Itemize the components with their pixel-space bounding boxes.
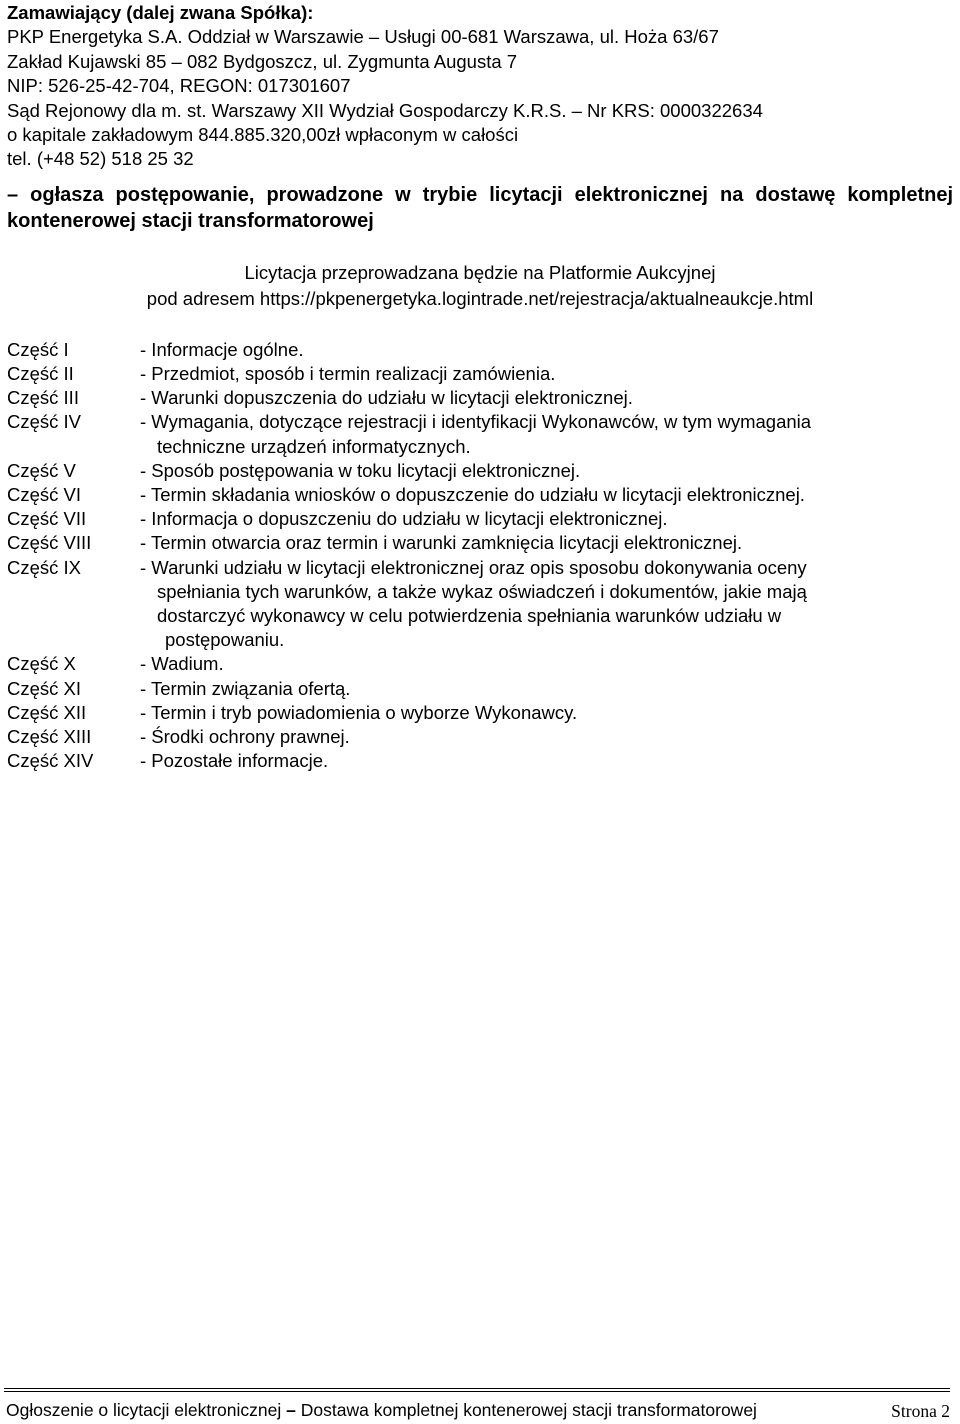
part-description <box>140 386 953 410</box>
document-page <box>7 0 953 774</box>
part-description-continuation: techniczne urządzeń informatycznych. <box>157 435 471 457</box>
part-row <box>7 386 953 410</box>
part-label: Część XIII <box>7 726 92 748</box>
part-description-line: - Przedmiot, sposób i termin realizacji zamówienia. <box>140 363 556 385</box>
footer-title-part: Ogłoszenie o licytacji elektronicznej <box>6 1400 282 1420</box>
part-label: Część IV <box>7 411 82 433</box>
part-label: Część I <box>7 338 69 360</box>
header-line: Sąd Rejonowy dla m. st. Warszawy XII Wydział Gospodarczy K.R.S. – Nr KRS: 0000322634 <box>7 99 763 121</box>
part-label: Część XIV <box>7 750 94 772</box>
part-description-line: - Informacja o dopuszczeniu do udziału w licytacji elektronicznej. <box>140 508 668 530</box>
part-description-continuation: dostarczyć wykonawcy w celu potwierdzenia spełniania warunków udziału w <box>157 605 782 627</box>
part-description-line: - Wadium. <box>140 653 224 675</box>
part-row <box>7 410 953 458</box>
part-row <box>7 556 953 653</box>
platform-info <box>7 260 953 312</box>
header-line: PKP Energetyka S.A. Oddział w Warszawie – Usługi 00-681 Warszawa, ul. Hoża 63/67 <box>7 26 719 48</box>
part-description-continuation: spełniania tych warunków, a także wykaz oświadczeń i dokumentów, jakie mają <box>157 580 807 602</box>
part-description <box>140 410 953 458</box>
part-label: Część X <box>7 653 76 675</box>
part-description <box>140 362 953 386</box>
part-description <box>140 701 953 725</box>
part-description-line: - Pozostałe informacje. <box>140 750 329 772</box>
part-description-line: - Warunki udziału w licytacji elektronicznej oraz opis sposobu dokonywania oceny <box>140 556 807 578</box>
part-row <box>7 749 953 773</box>
part-description-line: - Termin i tryb powiadomienia o wyborze Wykonawcy. <box>140 701 578 723</box>
header-line: tel. (+48 52) 518 25 32 <box>7 148 194 170</box>
part-label: Część IX <box>7 556 82 578</box>
part-row <box>7 338 953 362</box>
part-label: Część III <box>7 387 79 409</box>
part-description <box>140 556 953 653</box>
part-row <box>7 483 953 507</box>
part-description <box>140 749 953 773</box>
part-description <box>140 338 953 362</box>
part-description <box>140 677 953 701</box>
page-number: Strona 2 <box>891 1401 950 1421</box>
part-description-line: - Termin związania ofertą. <box>140 677 351 699</box>
part-row <box>7 725 953 749</box>
part-description <box>140 531 953 555</box>
part-label: Część II <box>7 363 74 385</box>
platform-line: Licytacja przeprowadzana będzie na Platformie Aukcyjnej <box>244 261 716 283</box>
part-row <box>7 677 953 701</box>
header-line: o kapitale zakładowym 844.885.320,00zł wpłaconym w całości <box>7 124 519 146</box>
announcement-text: – ogłasza postępowanie, prowadzone w trybie licytacji elektronicznej na dostawę kompletnej kontenerowej stacji transformatorowej <box>7 183 953 232</box>
part-row <box>7 507 953 531</box>
part-row <box>7 459 953 483</box>
part-row <box>7 362 953 386</box>
footer-title <box>6 1400 757 1421</box>
part-row <box>7 652 953 676</box>
part-row <box>7 701 953 725</box>
part-label: Część VII <box>7 508 87 530</box>
part-description-line: - Sposób postępowania w toku licytacji elektronicznej. <box>140 459 581 481</box>
part-description-line: - Środki ochrony prawnej. <box>140 726 350 748</box>
part-description-line: - Wymagania, dotyczące rejestracji i identyfikacji Wykonawców, w tym wymagania <box>140 411 812 433</box>
part-row <box>7 531 953 555</box>
parts-list <box>7 338 953 774</box>
footer-dash: – <box>286 1400 296 1420</box>
part-description <box>140 652 953 676</box>
header-line: Zakład Kujawski 85 – 082 Bydgoszcz, ul. Zygmunta Augusta 7 <box>7 50 518 72</box>
page-footer <box>4 1388 950 1424</box>
part-description <box>140 507 953 531</box>
part-label: Część XI <box>7 677 82 699</box>
part-description-line: - Warunki dopuszczenia do udziału w licytacji elektronicznej. <box>140 387 633 409</box>
footer-title-part: Dostawa kompletnej kontenerowej stacji transformatorowej <box>300 1400 757 1420</box>
part-label: Część VI <box>7 484 82 506</box>
header-line: NIP: 526-25-42-704, REGON: 017301607 <box>7 75 351 97</box>
part-label: Część V <box>7 459 76 481</box>
part-description-line: - Termin otwarcia oraz termin i warunki zamknięcia licytacji elektronicznej. <box>140 532 743 554</box>
part-description-line: - Informacje ogólne. <box>140 338 304 360</box>
header-line: Zamawiający (dalej zwana Spółka): <box>7 2 314 23</box>
part-description <box>140 483 953 507</box>
part-description <box>140 725 953 749</box>
part-description-line: - Termin składania wniosków o dopuszczenie do udziału w licytacji elektronicznej. <box>140 484 805 506</box>
part-label: Część VIII <box>7 532 92 554</box>
contracting-authority-header <box>7 0 953 172</box>
part-description <box>140 459 953 483</box>
part-description-continuation: postępowaniu. <box>165 629 285 651</box>
part-label: Część XII <box>7 701 87 723</box>
platform-address: pod adresem https://pkpenergetyka.logintrade.net/rejestracja/aktualneaukcje.html <box>146 287 814 309</box>
